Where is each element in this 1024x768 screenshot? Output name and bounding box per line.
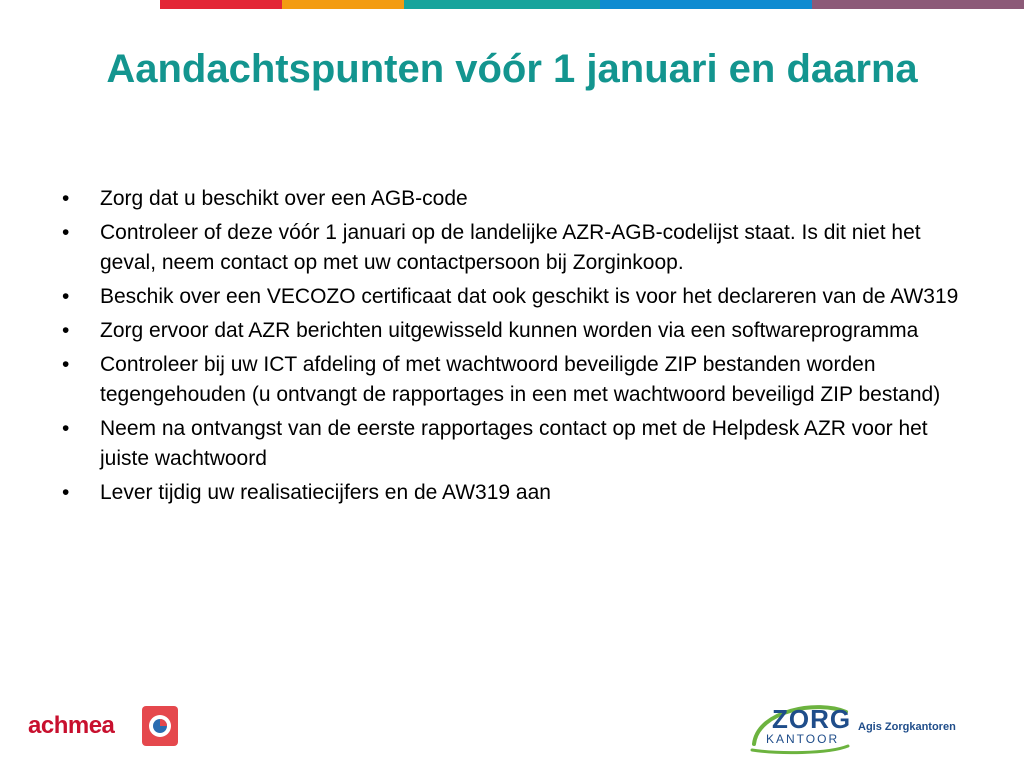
color-bar-blue xyxy=(600,0,812,9)
color-bar-purple xyxy=(812,0,1024,9)
bullet-item xyxy=(56,218,976,278)
color-bar-orange xyxy=(282,0,404,9)
bullet-text: Lever tijdig uw realisatiecijfers en de AW319 aan xyxy=(100,481,551,504)
bullet-text: Beschik over een VECOZO certificaat dat ook geschikt is voor het declareren van de AW319 xyxy=(100,285,959,308)
achmea-logo-text: achmea xyxy=(28,712,115,739)
bullet-text: Zorg ervoor dat AZR berichten uitgewisseld kunnen worden via een softwareprogramma xyxy=(100,319,919,342)
color-bar-red xyxy=(160,0,282,9)
zorgkantoor-word-zorg: ZORG xyxy=(772,704,852,734)
bullet-item xyxy=(56,282,976,312)
bullet-item xyxy=(56,350,976,410)
bullet-marker: • xyxy=(62,285,70,308)
bullet-item xyxy=(56,316,976,346)
bullet-item xyxy=(56,184,976,214)
zorgkantoor-word-kantoor: KANTOOR xyxy=(766,732,840,746)
bullet-text: Zorg dat u beschikt over een AGB-code xyxy=(100,187,468,210)
zorgkantoor-logo xyxy=(748,700,978,760)
bullet-text: Controleer of deze vóór 1 januari op de landelijke AZR-AGB-codelijst staat. Is dit niet het geval, neem contact op met uw contactpersoon bij Zorginkoop. xyxy=(100,221,921,274)
achmea-logo xyxy=(26,706,186,750)
achmea-logo-icon xyxy=(142,706,178,746)
bullet-marker: • xyxy=(62,417,70,440)
color-bar-teal xyxy=(404,0,600,9)
bullet-list xyxy=(56,184,976,512)
bullet-item xyxy=(56,478,976,508)
bullet-marker: • xyxy=(62,481,70,504)
bullet-text: Neem na ontvangst van de eerste rapportages contact op met de Helpdesk AZR voor het juiste wachtwoord xyxy=(100,417,928,470)
bullet-marker: • xyxy=(62,187,70,210)
bullet-marker: • xyxy=(62,319,70,342)
bullet-marker: • xyxy=(62,221,70,244)
bullet-marker: • xyxy=(62,353,70,376)
bullet-item xyxy=(56,414,976,474)
zorgkantoor-caption: Agis Zorgkantoren xyxy=(858,721,956,733)
slide-title: Aandachtspunten vóór 1 januari en daarna xyxy=(106,47,918,91)
bullet-text: Controleer bij uw ICT afdeling of met wachtwoord beveiligde ZIP bestanden worden tegengehouden (u ontvangt de rapportages in een met wachtwoord beveiligd ZIP bestand) xyxy=(100,353,941,406)
